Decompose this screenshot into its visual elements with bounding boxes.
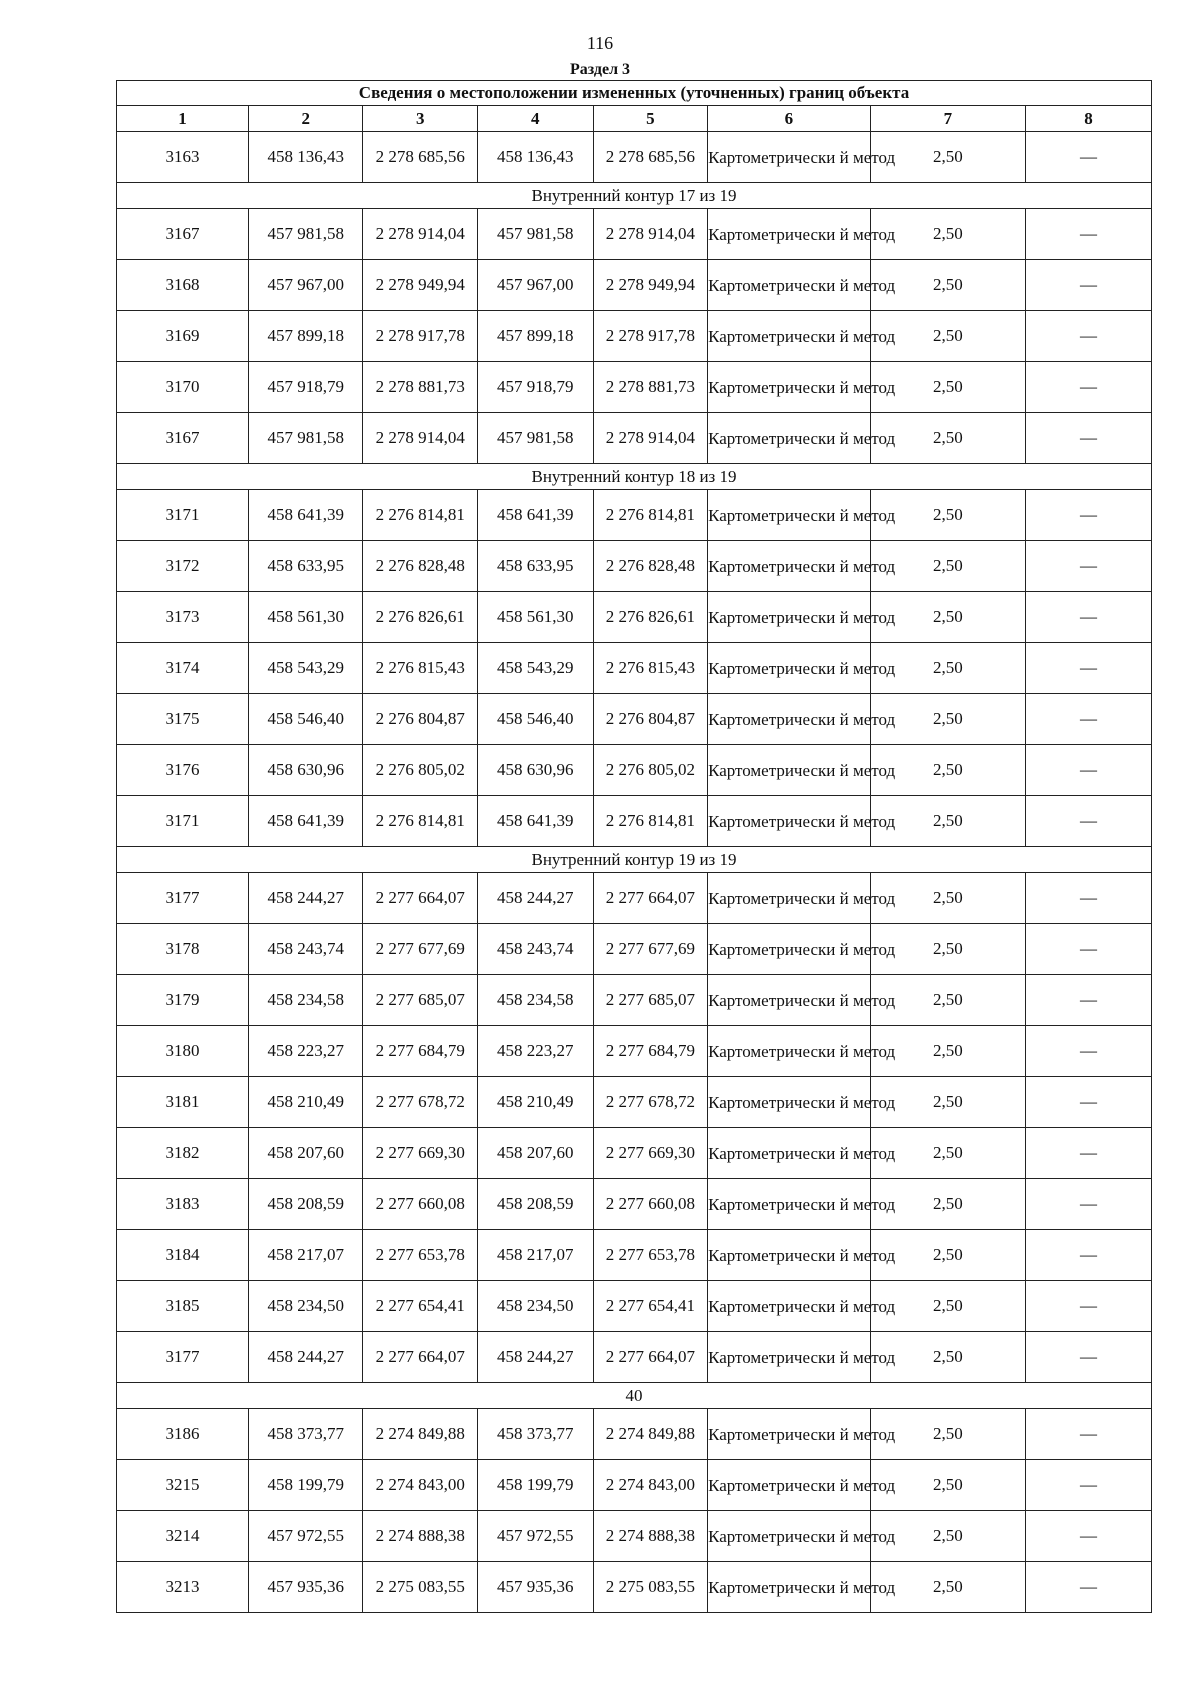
description-cell: —	[1026, 209, 1152, 260]
x-coord-cell: 458 630,96	[248, 745, 363, 796]
table-row	[117, 1179, 1152, 1230]
point-number-cell: 3179	[117, 975, 249, 1026]
point-number-cell: 3167	[117, 413, 249, 464]
y-new-coord-cell: 2 274 843,00	[593, 1460, 708, 1511]
table-row	[117, 1230, 1152, 1281]
accuracy-cell: 2,50	[870, 1562, 1025, 1613]
description-cell: —	[1026, 924, 1152, 975]
y-new-coord-cell: 2 277 660,08	[593, 1179, 708, 1230]
point-number-cell: 3168	[117, 260, 249, 311]
y-coord-cell: 2 276 826,61	[363, 592, 478, 643]
x-coord-cell: 458 561,30	[248, 592, 363, 643]
method-cell: Картометрически й метод	[708, 1179, 871, 1230]
table-row	[117, 873, 1152, 924]
accuracy-cell: 2,50	[870, 1511, 1025, 1562]
y-new-coord-cell: 2 277 654,41	[593, 1281, 708, 1332]
point-number-cell: 3180	[117, 1026, 249, 1077]
column-number: 4	[477, 106, 593, 132]
point-number-cell: 3177	[117, 873, 249, 924]
method-cell: Картометрически й метод	[708, 873, 871, 924]
x-new-coord-cell: 458 633,95	[477, 541, 593, 592]
method-cell: Картометрически й метод	[708, 745, 871, 796]
y-new-coord-cell: 2 276 805,02	[593, 745, 708, 796]
table-row	[117, 413, 1152, 464]
y-coord-cell: 2 274 888,38	[363, 1511, 478, 1562]
table-row	[117, 1562, 1152, 1613]
method-cell: Картометрически й метод	[708, 1460, 871, 1511]
method-cell: Картометрически й метод	[708, 1562, 871, 1613]
y-new-coord-cell: 2 276 804,87	[593, 694, 708, 745]
description-cell: —	[1026, 796, 1152, 847]
point-number-cell: 3186	[117, 1409, 249, 1460]
contour-label: Внутренний контур 19 из 19	[117, 847, 1152, 873]
x-new-coord-cell: 458 641,39	[477, 490, 593, 541]
description-cell: —	[1026, 362, 1152, 413]
x-coord-cell: 458 136,43	[248, 132, 363, 183]
point-number-cell: 3181	[117, 1077, 249, 1128]
method-cell: Картометрически й метод	[708, 924, 871, 975]
point-number-cell: 3172	[117, 541, 249, 592]
method-cell: Картометрически й метод	[708, 643, 871, 694]
x-coord-cell: 458 546,40	[248, 694, 363, 745]
y-new-coord-cell: 2 278 917,78	[593, 311, 708, 362]
x-coord-cell: 458 217,07	[248, 1230, 363, 1281]
accuracy-cell: 2,50	[870, 260, 1025, 311]
x-coord-cell: 458 373,77	[248, 1409, 363, 1460]
accuracy-cell: 2,50	[870, 975, 1025, 1026]
description-cell: —	[1026, 1511, 1152, 1562]
accuracy-cell: 2,50	[870, 592, 1025, 643]
column-number-row	[117, 106, 1152, 132]
point-number-cell: 3178	[117, 924, 249, 975]
y-new-coord-cell: 2 277 664,07	[593, 1332, 708, 1383]
x-new-coord-cell: 458 244,27	[477, 873, 593, 924]
y-coord-cell: 2 276 804,87	[363, 694, 478, 745]
accuracy-cell: 2,50	[870, 1281, 1025, 1332]
y-new-coord-cell: 2 277 685,07	[593, 975, 708, 1026]
accuracy-cell: 2,50	[870, 209, 1025, 260]
description-cell: —	[1026, 260, 1152, 311]
point-number-cell: 3167	[117, 209, 249, 260]
description-cell: —	[1026, 490, 1152, 541]
description-cell: —	[1026, 873, 1152, 924]
accuracy-cell: 2,50	[870, 873, 1025, 924]
y-new-coord-cell: 2 277 664,07	[593, 873, 708, 924]
table-row	[117, 1281, 1152, 1332]
column-number: 3	[363, 106, 478, 132]
description-cell: —	[1026, 311, 1152, 362]
y-coord-cell: 2 278 914,04	[363, 413, 478, 464]
y-new-coord-cell: 2 276 826,61	[593, 592, 708, 643]
x-new-coord-cell: 458 210,49	[477, 1077, 593, 1128]
description-cell: —	[1026, 975, 1152, 1026]
x-coord-cell: 458 641,39	[248, 796, 363, 847]
x-new-coord-cell: 458 234,50	[477, 1281, 593, 1332]
y-coord-cell: 2 277 664,07	[363, 1332, 478, 1383]
point-number-cell: 3174	[117, 643, 249, 694]
point-number-cell: 3171	[117, 490, 249, 541]
y-coord-cell: 2 277 678,72	[363, 1077, 478, 1128]
method-cell: Картометрически й метод	[708, 413, 871, 464]
accuracy-cell: 2,50	[870, 694, 1025, 745]
point-number-cell: 3184	[117, 1230, 249, 1281]
x-coord-cell: 458 208,59	[248, 1179, 363, 1230]
table-row	[117, 1511, 1152, 1562]
table-row	[117, 541, 1152, 592]
accuracy-cell: 2,50	[870, 796, 1025, 847]
x-coord-cell: 458 210,49	[248, 1077, 363, 1128]
table-row	[117, 1128, 1152, 1179]
y-new-coord-cell: 2 276 815,43	[593, 643, 708, 694]
method-cell: Картометрически й метод	[708, 1409, 871, 1460]
accuracy-cell: 2,50	[870, 490, 1025, 541]
y-new-coord-cell: 2 277 678,72	[593, 1077, 708, 1128]
accuracy-cell: 2,50	[870, 311, 1025, 362]
x-coord-cell: 457 935,36	[248, 1562, 363, 1613]
description-cell: —	[1026, 1460, 1152, 1511]
table-row	[117, 490, 1152, 541]
table-row	[117, 924, 1152, 975]
x-new-coord-cell: 457 899,18	[477, 311, 593, 362]
point-number-cell: 3213	[117, 1562, 249, 1613]
method-cell: Картометрически й метод	[708, 362, 871, 413]
description-cell: —	[1026, 643, 1152, 694]
description-cell: —	[1026, 1026, 1152, 1077]
method-cell: Картометрически й метод	[708, 975, 871, 1026]
x-new-coord-cell: 458 561,30	[477, 592, 593, 643]
table-row	[117, 311, 1152, 362]
accuracy-cell: 2,50	[870, 1230, 1025, 1281]
description-cell: —	[1026, 413, 1152, 464]
column-number: 1	[117, 106, 249, 132]
point-number-cell: 3214	[117, 1511, 249, 1562]
point-number-cell: 3169	[117, 311, 249, 362]
y-new-coord-cell: 2 277 653,78	[593, 1230, 708, 1281]
method-cell: Картометрически й метод	[708, 209, 871, 260]
x-coord-cell: 457 967,00	[248, 260, 363, 311]
x-new-coord-cell: 458 207,60	[477, 1128, 593, 1179]
y-new-coord-cell: 2 278 685,56	[593, 132, 708, 183]
accuracy-cell: 2,50	[870, 1409, 1025, 1460]
y-new-coord-cell: 2 278 914,04	[593, 209, 708, 260]
table-row	[117, 592, 1152, 643]
table-row	[117, 796, 1152, 847]
accuracy-cell: 2,50	[870, 1460, 1025, 1511]
description-cell: —	[1026, 1332, 1152, 1383]
x-new-coord-cell: 458 223,27	[477, 1026, 593, 1077]
x-new-coord-cell: 457 935,36	[477, 1562, 593, 1613]
y-new-coord-cell: 2 276 814,81	[593, 796, 708, 847]
x-coord-cell: 457 918,79	[248, 362, 363, 413]
point-number-cell: 3182	[117, 1128, 249, 1179]
method-cell: Картометрически й метод	[708, 132, 871, 183]
description-cell: —	[1026, 1562, 1152, 1613]
description-cell: —	[1026, 1230, 1152, 1281]
table-row	[117, 1026, 1152, 1077]
y-coord-cell: 2 278 685,56	[363, 132, 478, 183]
accuracy-cell: 2,50	[870, 362, 1025, 413]
accuracy-cell: 2,50	[870, 924, 1025, 975]
x-coord-cell: 458 244,27	[248, 1332, 363, 1383]
y-coord-cell: 2 276 828,48	[363, 541, 478, 592]
description-cell: —	[1026, 1281, 1152, 1332]
accuracy-cell: 2,50	[870, 1332, 1025, 1383]
point-number-cell: 3177	[117, 1332, 249, 1383]
description-cell: —	[1026, 1077, 1152, 1128]
y-new-coord-cell: 2 275 083,55	[593, 1562, 708, 1613]
x-coord-cell: 457 981,58	[248, 413, 363, 464]
table-row	[117, 745, 1152, 796]
x-coord-cell: 458 633,95	[248, 541, 363, 592]
y-coord-cell: 2 277 684,79	[363, 1026, 478, 1077]
accuracy-cell: 2,50	[870, 1077, 1025, 1128]
x-coord-cell: 457 972,55	[248, 1511, 363, 1562]
point-number-cell: 3175	[117, 694, 249, 745]
table-caption-row	[117, 81, 1152, 106]
description-cell: —	[1026, 694, 1152, 745]
y-new-coord-cell: 2 278 914,04	[593, 413, 708, 464]
description-cell: —	[1026, 592, 1152, 643]
column-number: 2	[248, 106, 363, 132]
y-coord-cell: 2 277 669,30	[363, 1128, 478, 1179]
contour-header-row	[117, 183, 1152, 209]
y-coord-cell: 2 276 805,02	[363, 745, 478, 796]
y-new-coord-cell: 2 276 814,81	[593, 490, 708, 541]
column-number: 5	[593, 106, 708, 132]
x-new-coord-cell: 457 918,79	[477, 362, 593, 413]
contour-label: Внутренний контур 18 из 19	[117, 464, 1152, 490]
x-coord-cell: 458 641,39	[248, 490, 363, 541]
method-cell: Картометрически й метод	[708, 311, 871, 362]
y-new-coord-cell: 2 277 669,30	[593, 1128, 708, 1179]
point-number-cell: 3171	[117, 796, 249, 847]
y-coord-cell: 2 277 677,69	[363, 924, 478, 975]
contour-label: 40	[117, 1383, 1152, 1409]
y-coord-cell: 2 278 917,78	[363, 311, 478, 362]
accuracy-cell: 2,50	[870, 413, 1025, 464]
y-coord-cell: 2 277 685,07	[363, 975, 478, 1026]
accuracy-cell: 2,50	[870, 1026, 1025, 1077]
accuracy-cell: 2,50	[870, 1179, 1025, 1230]
method-cell: Картометрически й метод	[708, 592, 871, 643]
method-cell: Картометрически й метод	[708, 796, 871, 847]
point-number-cell: 3173	[117, 592, 249, 643]
point-number-cell: 3170	[117, 362, 249, 413]
point-number-cell: 3176	[117, 745, 249, 796]
x-coord-cell: 458 199,79	[248, 1460, 363, 1511]
y-coord-cell: 2 274 843,00	[363, 1460, 478, 1511]
table-row	[117, 643, 1152, 694]
description-cell: —	[1026, 1128, 1152, 1179]
method-cell: Картометрически й метод	[708, 1077, 871, 1128]
method-cell: Картометрически й метод	[708, 260, 871, 311]
y-coord-cell: 2 276 814,81	[363, 796, 478, 847]
y-coord-cell: 2 278 881,73	[363, 362, 478, 413]
description-cell: —	[1026, 745, 1152, 796]
table-row	[117, 694, 1152, 745]
method-cell: Картометрически й метод	[708, 541, 871, 592]
contour-label: Внутренний контур 17 из 19	[117, 183, 1152, 209]
x-coord-cell: 458 244,27	[248, 873, 363, 924]
description-cell: —	[1026, 1409, 1152, 1460]
column-number: 6	[708, 106, 871, 132]
y-new-coord-cell: 2 274 849,88	[593, 1409, 708, 1460]
y-new-coord-cell: 2 277 677,69	[593, 924, 708, 975]
x-coord-cell: 458 207,60	[248, 1128, 363, 1179]
method-cell: Картометрически й метод	[708, 1128, 871, 1179]
coordinates-table	[116, 80, 1152, 1613]
method-cell: Картометрически й метод	[708, 1281, 871, 1332]
description-cell: —	[1026, 132, 1152, 183]
y-coord-cell: 2 277 660,08	[363, 1179, 478, 1230]
x-coord-cell: 458 234,58	[248, 975, 363, 1026]
x-new-coord-cell: 457 967,00	[477, 260, 593, 311]
accuracy-cell: 2,50	[870, 541, 1025, 592]
accuracy-cell: 2,50	[870, 1128, 1025, 1179]
x-new-coord-cell: 458 243,74	[477, 924, 593, 975]
x-coord-cell: 458 234,50	[248, 1281, 363, 1332]
point-number-cell: 3183	[117, 1179, 249, 1230]
x-coord-cell: 458 223,27	[248, 1026, 363, 1077]
accuracy-cell: 2,50	[870, 643, 1025, 694]
accuracy-cell: 2,50	[870, 132, 1025, 183]
y-new-coord-cell: 2 278 949,94	[593, 260, 708, 311]
x-coord-cell: 457 981,58	[248, 209, 363, 260]
y-coord-cell: 2 274 849,88	[363, 1409, 478, 1460]
description-cell: —	[1026, 1179, 1152, 1230]
method-cell: Картометрически й метод	[708, 1332, 871, 1383]
y-coord-cell: 2 277 664,07	[363, 873, 478, 924]
y-coord-cell: 2 277 653,78	[363, 1230, 478, 1281]
column-number: 7	[870, 106, 1025, 132]
x-coord-cell: 458 543,29	[248, 643, 363, 694]
y-coord-cell: 2 275 083,55	[363, 1562, 478, 1613]
contour-header-row	[117, 847, 1152, 873]
x-new-coord-cell: 457 972,55	[477, 1511, 593, 1562]
table-row	[117, 362, 1152, 413]
x-new-coord-cell: 458 373,77	[477, 1409, 593, 1460]
table-row	[117, 1409, 1152, 1460]
contour-header-row	[117, 1383, 1152, 1409]
table-row	[117, 975, 1152, 1026]
x-new-coord-cell: 458 641,39	[477, 796, 593, 847]
page-number: 116	[586, 33, 614, 53]
x-new-coord-cell: 458 546,40	[477, 694, 593, 745]
point-number-cell: 3185	[117, 1281, 249, 1332]
x-coord-cell: 458 243,74	[248, 924, 363, 975]
table-caption: Сведения о местоположении измененных (уточненных) границ объекта	[117, 81, 1152, 106]
table-row	[117, 1460, 1152, 1511]
y-new-coord-cell: 2 278 881,73	[593, 362, 708, 413]
x-new-coord-cell: 458 244,27	[477, 1332, 593, 1383]
method-cell: Картометрически й метод	[708, 1026, 871, 1077]
y-coord-cell: 2 278 949,94	[363, 260, 478, 311]
method-cell: Картометрически й метод	[708, 1230, 871, 1281]
x-new-coord-cell: 457 981,58	[477, 413, 593, 464]
contour-header-row	[117, 464, 1152, 490]
x-new-coord-cell: 458 217,07	[477, 1230, 593, 1281]
y-coord-cell: 2 276 815,43	[363, 643, 478, 694]
x-new-coord-cell: 458 630,96	[477, 745, 593, 796]
y-new-coord-cell: 2 276 828,48	[593, 541, 708, 592]
table-row	[117, 209, 1152, 260]
point-number-cell: 3163	[117, 132, 249, 183]
x-new-coord-cell: 458 208,59	[477, 1179, 593, 1230]
x-new-coord-cell: 458 199,79	[477, 1460, 593, 1511]
x-new-coord-cell: 457 981,58	[477, 209, 593, 260]
column-number: 8	[1026, 106, 1152, 132]
y-coord-cell: 2 277 654,41	[363, 1281, 478, 1332]
y-coord-cell: 2 278 914,04	[363, 209, 478, 260]
table-row	[117, 1332, 1152, 1383]
method-cell: Картометрически й метод	[708, 1511, 871, 1562]
x-new-coord-cell: 458 234,58	[477, 975, 593, 1026]
description-cell: —	[1026, 541, 1152, 592]
table-row	[117, 260, 1152, 311]
accuracy-cell: 2,50	[870, 745, 1025, 796]
method-cell: Картометрически й метод	[708, 490, 871, 541]
point-number-cell: 3215	[117, 1460, 249, 1511]
section-title: Раздел 3	[569, 61, 631, 78]
x-coord-cell: 457 899,18	[248, 311, 363, 362]
table-row	[117, 132, 1152, 183]
y-new-coord-cell: 2 274 888,38	[593, 1511, 708, 1562]
y-new-coord-cell: 2 277 684,79	[593, 1026, 708, 1077]
x-new-coord-cell: 458 543,29	[477, 643, 593, 694]
method-cell: Картометрически й метод	[708, 694, 871, 745]
y-coord-cell: 2 276 814,81	[363, 490, 478, 541]
x-new-coord-cell: 458 136,43	[477, 132, 593, 183]
table-row	[117, 1077, 1152, 1128]
